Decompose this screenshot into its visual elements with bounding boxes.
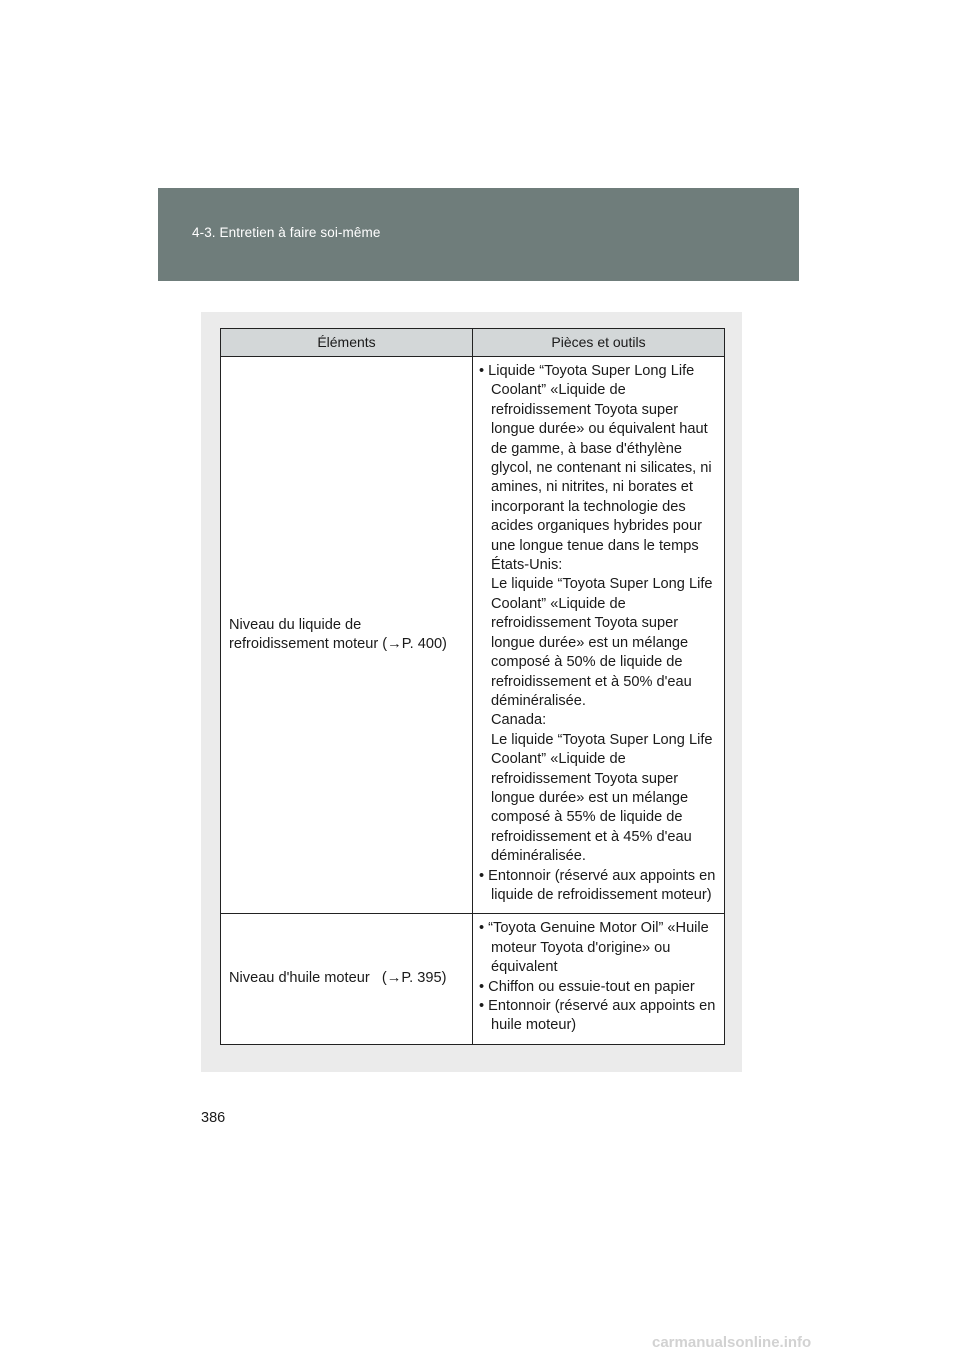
watermark: carmanualsonline.info (652, 1334, 812, 1351)
section-title: 4-3. Entretien à faire soi-même (192, 225, 381, 240)
parts-cell-coolant (473, 357, 725, 914)
item-oil-page-ref[interactable]: P. 395) (401, 970, 447, 987)
item-coolant-page-ref[interactable]: P. 400) (401, 636, 447, 653)
page-ref-arrow-icon: → (387, 636, 402, 653)
parts-coolant-canada-text: Le liquide “Toyota Super Long Life Coolant” «Liquide de refroidissement Toyota super longue durée» est un mélange composé à 55% de liquide de refroidissement et à 45% d'eau déminéralisée. (491, 731, 713, 865)
parts-coolant-canada-label: Canada: (491, 712, 547, 729)
parts-oil-bullet-1: • “Toyota Genuine Motor Oil” «Huile moteur Toyota d'origine» ou équivalent (479, 920, 709, 976)
table-row-coolant (221, 357, 725, 914)
item-cell-engine-oil (221, 914, 473, 1044)
page-number: 386 (201, 1110, 226, 1126)
parts-oil-bullet-3: • Entonnoir (réservé aux appoints en huile moteur) (479, 998, 716, 1034)
item-cell-coolant (221, 357, 473, 914)
parts-cell-engine-oil (473, 914, 725, 1044)
table-header-row (221, 329, 725, 357)
parts-coolant-us-text: Le liquide “Toyota Super Long Life Coolant” «Liquide de refroidissement Toyota super longue durée» est un mélange composé à 50% de liquide de refroidissement et à 50% d'eau déminéralisée. (491, 576, 713, 709)
column-header-items: Éléments (221, 329, 473, 357)
parts-coolant-bullet-1: • Liquide “Toyota Super Long Life Coolant” «Liquide de refroidissement Toyota super longue durée» ou équivalent haut de gamme, à base d'éthylène glycol, ne contenant ni silicates, ni amines, ni nitrites, ni borates et incorporant la technologie des acides organiques hybrides pour une longue tenue dans le temps (479, 363, 712, 554)
section-header-band (158, 188, 799, 281)
column-header-parts: Pièces et outils (473, 329, 725, 357)
item-coolant-line2: refroidissement moteur ( (229, 636, 388, 653)
parts-oil-bullet-2: • Chiffon ou essuie-tout en papier (479, 978, 695, 995)
item-coolant-line1: Niveau du liquide de (229, 616, 362, 633)
item-oil-line1: Niveau d'huile moteur ( (229, 970, 387, 987)
parts-coolant-us-label: États-Unis: (491, 557, 563, 574)
table-row-engine-oil (221, 914, 725, 1044)
page-ref-arrow-icon: → (386, 970, 402, 987)
maintenance-items-table (220, 328, 725, 1045)
parts-coolant-bullet-2: • Entonnoir (réservé aux appoints en liquide de refroidissement moteur) (479, 867, 716, 903)
